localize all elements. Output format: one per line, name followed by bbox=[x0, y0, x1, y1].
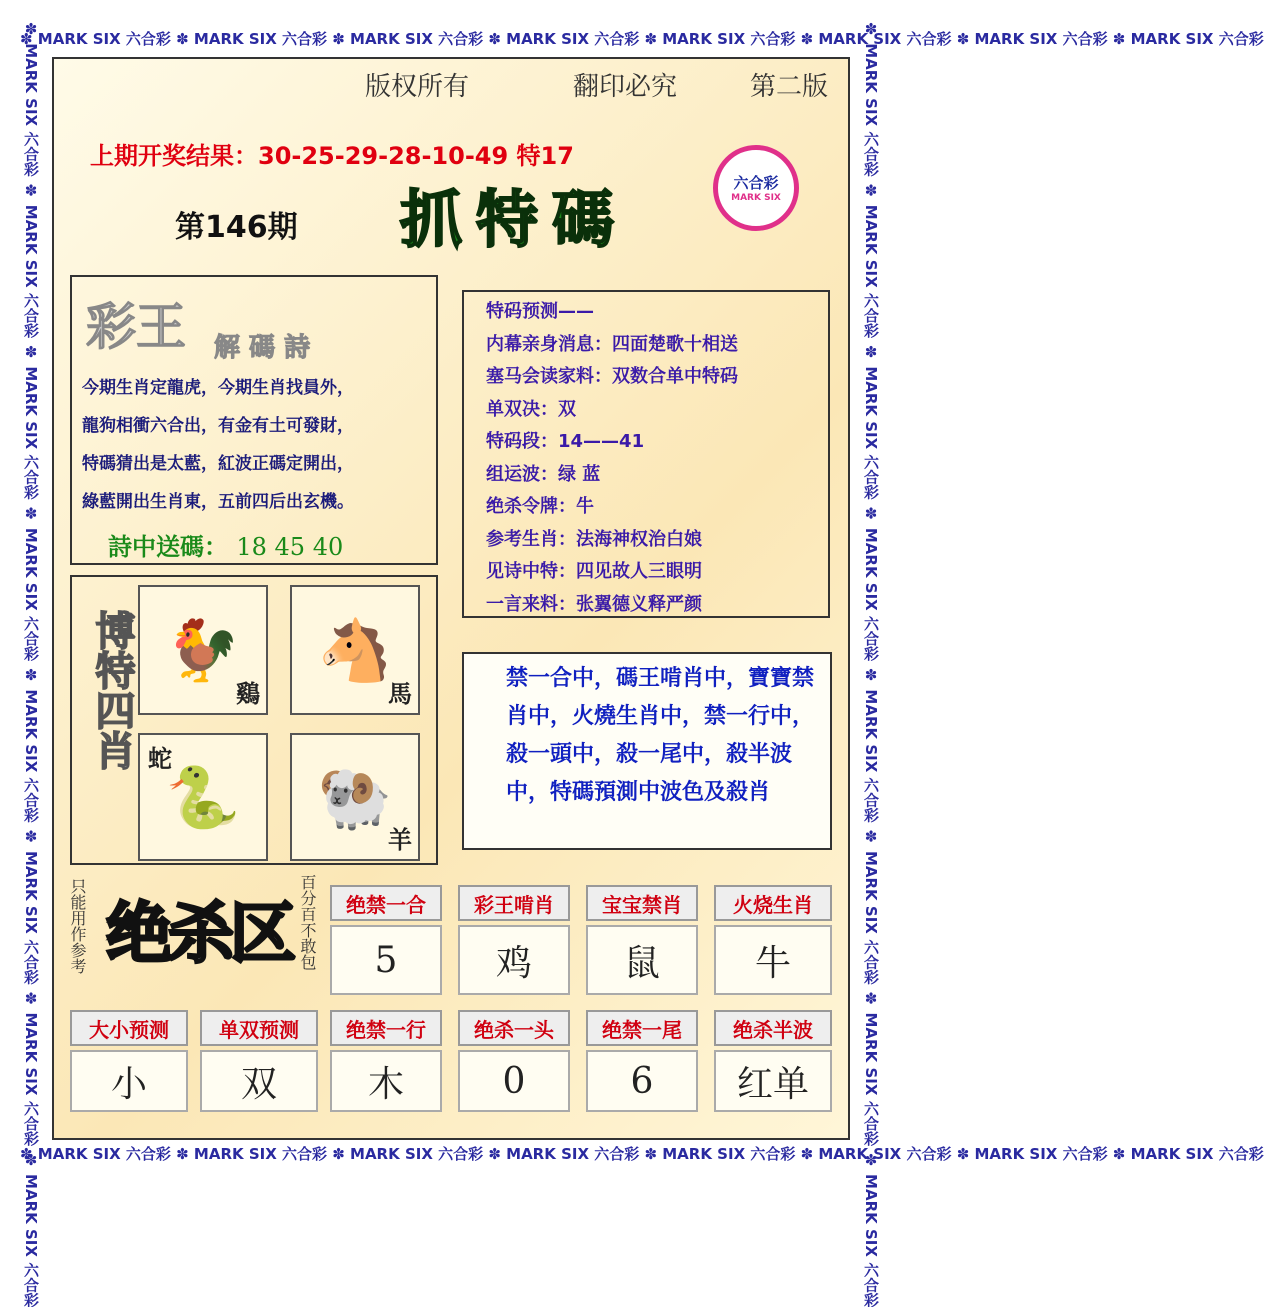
zodiac-snake: 🐍 蛇 bbox=[138, 733, 268, 861]
logo-cn: 六合彩 bbox=[733, 174, 779, 192]
poem-title-small: 解 碼 詩 bbox=[214, 333, 311, 363]
border-top: ✽ MARK SIX 六合彩 ✽ MARK SIX 六合彩 ✽ MARK SIX 六合彩 ✽ MARK SIX 六合彩 ✽ MARK SIX 六合彩 ✽ MARK SIX 六合彩 ✽ MARK SIX 六合彩 ✽ MARK SIX 六合彩 bbox=[20, 30, 1264, 48]
table-cell: 小 bbox=[70, 1050, 188, 1112]
zodiac-goat: 🐏 羊 bbox=[290, 733, 420, 861]
table-header: 彩王啃肖 bbox=[458, 885, 570, 921]
prediction-line: 参考生肖：法海神权治白娘 bbox=[486, 528, 702, 550]
table-cell: 红单 bbox=[714, 1050, 832, 1112]
table-header: 绝杀半波 bbox=[714, 1010, 832, 1046]
prediction-line: 内幕亲身消息：四面楚歌十相送 bbox=[486, 333, 738, 355]
prediction-line: 单双决：双 bbox=[486, 398, 576, 420]
poster-title: 抓特碼 bbox=[400, 183, 629, 256]
prediction-line: 见诗中特：四见故人三眼明 bbox=[486, 561, 702, 582]
notice-box: 禁一合中，碼王啃肖中，寶寶禁肖中，火燒生肖中，禁一行中，殺一頭中，殺一尾中，殺半波中，特碼預測中波色及殺肖 bbox=[462, 652, 832, 850]
prediction-box bbox=[462, 290, 830, 618]
table-cell: 0 bbox=[458, 1050, 570, 1112]
table-header: 绝禁一尾 bbox=[586, 1010, 698, 1046]
table-cell: 木 bbox=[330, 1050, 442, 1112]
prediction-line: 绝杀令牌：牛 bbox=[486, 496, 594, 517]
table-header: 绝禁一行 bbox=[330, 1010, 442, 1046]
poem-line: 特碼猜出是太藍，紅波正碼定開出， bbox=[82, 454, 354, 474]
table-header: 绝禁一合 bbox=[330, 885, 442, 921]
issue-number: 第146期 bbox=[175, 210, 298, 245]
prediction-line: 组运波：绿 蓝 bbox=[486, 463, 601, 485]
border-left: ✽ MARK SIX 六合彩 ✽ MARK SIX 六合彩 ✽ MARK SIX 六合彩 ✽ MARK SIX 六合彩 ✽ MARK SIX 六合彩 ✽ MARK SIX 六合彩 ✽ MARK SIX 六合彩 ✽ MARK SIX 六合彩 bbox=[22, 20, 40, 1307]
table-cell: 双 bbox=[200, 1050, 318, 1112]
kill-zone-title: 绝杀区 bbox=[106, 895, 292, 972]
right-note: 百分百不敢包 bbox=[298, 874, 317, 970]
zodiac-rooster: 🐓 鷄 bbox=[138, 585, 268, 715]
table-cell: 6 bbox=[586, 1050, 698, 1112]
zodiac-label: 鷄 bbox=[236, 680, 260, 708]
prediction-line: 塞马会读家料：双数合单中特码 bbox=[486, 366, 738, 387]
mark-six-logo bbox=[713, 145, 799, 231]
four-zodiac-label: 博特四肖 bbox=[89, 610, 135, 770]
zodiac-label: 蛇 bbox=[148, 745, 172, 773]
border-right: ✽ MARK SIX 六合彩 ✽ MARK SIX 六合彩 ✽ MARK SIX 六合彩 ✽ MARK SIX 六合彩 ✽ MARK SIX 六合彩 ✽ MARK SIX 六合彩 ✽ MARK SIX 六合彩 ✽ MARK SIX 六合彩 bbox=[862, 20, 880, 1307]
border-bottom: ✽ MARK SIX 六合彩 ✽ MARK SIX 六合彩 ✽ MARK SIX 六合彩 ✽ MARK SIX 六合彩 ✽ MARK SIX 六合彩 ✽ MARK SIX 六合彩 ✽ MARK SIX 六合彩 ✽ MARK SIX 六合彩 bbox=[20, 1145, 1264, 1163]
logo-en: MARK SIX bbox=[731, 193, 781, 203]
table-header: 火烧生肖 bbox=[714, 885, 832, 921]
no-reprint: 翻印必究 bbox=[573, 72, 678, 102]
prediction-line: 一言来料：张翼德义释严颜 bbox=[486, 593, 702, 615]
edition: 第二版 bbox=[750, 72, 829, 102]
table-cell: 5 bbox=[330, 925, 442, 995]
table-header: 绝杀一头 bbox=[458, 1010, 570, 1046]
table-cell: 鸡 bbox=[458, 925, 570, 995]
gift-numbers: 18 45 40 bbox=[236, 533, 344, 561]
table-header: 大小预测 bbox=[70, 1010, 188, 1046]
gift-label: 詩中送碼： bbox=[108, 533, 228, 561]
table-header: 宝宝禁肖 bbox=[586, 885, 698, 921]
left-note: 只能用作参考 bbox=[68, 878, 87, 974]
poem-line: 今期生肖定龍虎，今期生肖找員外， bbox=[82, 378, 354, 398]
table-header: 单双预测 bbox=[200, 1010, 318, 1046]
poem-line: 綠藍開出生肖東，五前四后出玄機。 bbox=[82, 492, 354, 512]
table-cell: 鼠 bbox=[586, 925, 698, 995]
copyright: 版权所有 bbox=[365, 72, 470, 102]
poem-line: 龍狗相衝六合出，有金有土可發財， bbox=[82, 416, 354, 436]
zodiac-horse: 🐴 馬 bbox=[290, 585, 420, 715]
poem-box bbox=[70, 275, 438, 565]
zodiac-label: 羊 bbox=[388, 826, 412, 854]
table-cell: 牛 bbox=[714, 925, 832, 995]
last-result: 上期开奖结果：30-25-29-28-10-49 特17 bbox=[90, 142, 574, 170]
prediction-line: 特码段：14——41 bbox=[486, 431, 645, 452]
poem-title-big: 彩王 bbox=[86, 297, 186, 356]
zodiac-label: 馬 bbox=[388, 680, 412, 708]
prediction-line: 特码预测—— bbox=[486, 301, 594, 322]
